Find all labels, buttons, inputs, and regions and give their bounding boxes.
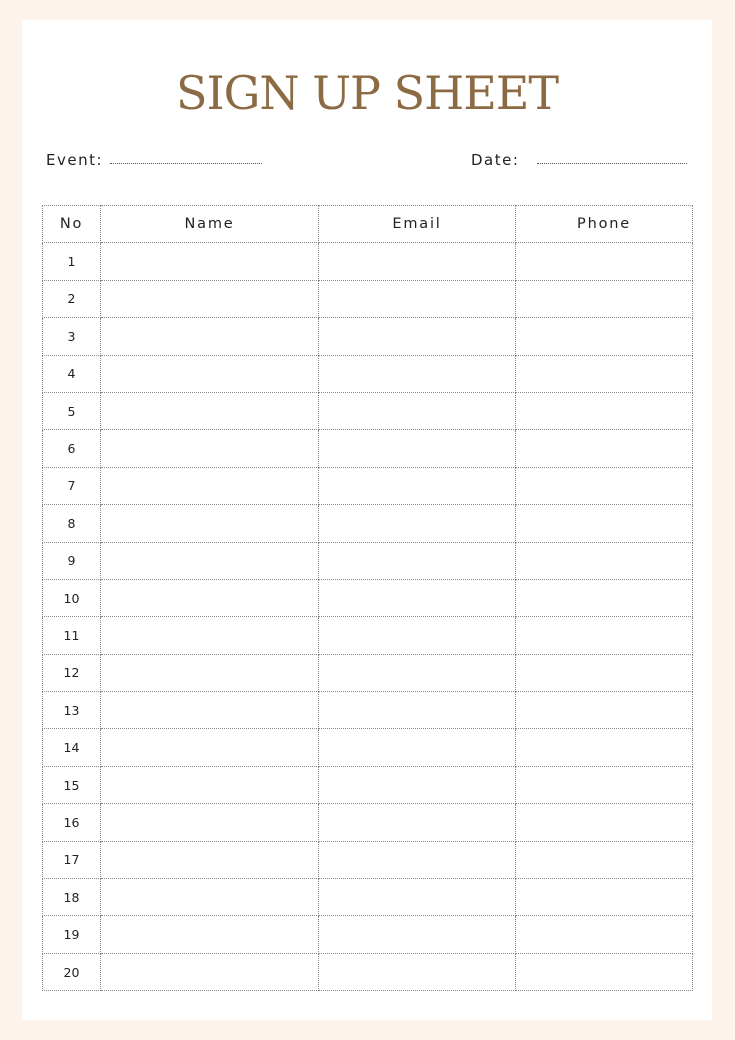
name-cell[interactable] xyxy=(101,467,319,504)
email-cell[interactable] xyxy=(319,916,516,953)
phone-cell[interactable] xyxy=(516,804,693,841)
row-number: 16 xyxy=(43,804,101,841)
email-cell[interactable] xyxy=(319,654,516,691)
row-number: 3 xyxy=(43,318,101,355)
row-number: 12 xyxy=(43,654,101,691)
name-cell[interactable] xyxy=(101,841,319,878)
name-cell[interactable] xyxy=(101,692,319,729)
name-cell[interactable] xyxy=(101,542,319,579)
row-number: 11 xyxy=(43,617,101,654)
row-number: 2 xyxy=(43,280,101,317)
email-cell[interactable] xyxy=(319,280,516,317)
email-cell[interactable] xyxy=(319,579,516,616)
table-row xyxy=(43,879,693,916)
name-cell[interactable] xyxy=(101,916,319,953)
phone-cell[interactable] xyxy=(516,579,693,616)
phone-cell[interactable] xyxy=(516,766,693,803)
email-cell[interactable] xyxy=(319,467,516,504)
page-title: SIGN UP SHEET xyxy=(175,66,559,120)
row-number: 17 xyxy=(43,841,101,878)
event-field[interactable] xyxy=(110,163,262,164)
name-cell[interactable] xyxy=(101,766,319,803)
name-cell[interactable] xyxy=(101,392,319,429)
name-cell[interactable] xyxy=(101,243,319,280)
row-number: 13 xyxy=(43,692,101,729)
name-cell[interactable] xyxy=(101,355,319,392)
event-label: Event: xyxy=(46,151,104,169)
table-row xyxy=(43,542,693,579)
table-row xyxy=(43,467,693,504)
email-cell[interactable] xyxy=(319,766,516,803)
email-cell[interactable] xyxy=(319,729,516,766)
name-cell[interactable] xyxy=(101,953,319,990)
name-cell[interactable] xyxy=(101,430,319,467)
column-header-email: Email xyxy=(319,206,516,243)
column-header-name: Name xyxy=(101,206,319,243)
phone-cell[interactable] xyxy=(516,617,693,654)
table-row xyxy=(43,729,693,766)
row-number: 8 xyxy=(43,505,101,542)
row-number: 4 xyxy=(43,355,101,392)
row-number: 6 xyxy=(43,430,101,467)
phone-cell[interactable] xyxy=(516,879,693,916)
table-row xyxy=(43,804,693,841)
phone-cell[interactable] xyxy=(516,505,693,542)
email-cell[interactable] xyxy=(319,879,516,916)
name-cell[interactable] xyxy=(101,318,319,355)
row-number: 10 xyxy=(43,579,101,616)
name-cell[interactable] xyxy=(101,617,319,654)
email-cell[interactable] xyxy=(319,355,516,392)
table-row xyxy=(43,579,693,616)
table-row xyxy=(43,505,693,542)
email-cell[interactable] xyxy=(319,841,516,878)
phone-cell[interactable] xyxy=(516,841,693,878)
name-cell[interactable] xyxy=(101,879,319,916)
table-row xyxy=(43,280,693,317)
table-row xyxy=(43,392,693,429)
email-cell[interactable] xyxy=(319,692,516,729)
table-row xyxy=(43,318,693,355)
row-number: 14 xyxy=(43,729,101,766)
phone-cell[interactable] xyxy=(516,280,693,317)
date-field[interactable] xyxy=(537,163,687,164)
phone-cell[interactable] xyxy=(516,729,693,766)
email-cell[interactable] xyxy=(319,617,516,654)
email-cell[interactable] xyxy=(319,953,516,990)
row-number: 18 xyxy=(43,879,101,916)
column-header-no: No xyxy=(43,206,101,243)
row-number: 9 xyxy=(43,542,101,579)
phone-cell[interactable] xyxy=(516,692,693,729)
email-cell[interactable] xyxy=(319,392,516,429)
row-number: 15 xyxy=(43,766,101,803)
phone-cell[interactable] xyxy=(516,318,693,355)
sign-up-sheet xyxy=(22,20,712,1020)
phone-cell[interactable] xyxy=(516,430,693,467)
table-row xyxy=(43,243,693,280)
name-cell[interactable] xyxy=(101,280,319,317)
row-number: 1 xyxy=(43,243,101,280)
row-number: 5 xyxy=(43,392,101,429)
phone-cell[interactable] xyxy=(516,953,693,990)
phone-cell[interactable] xyxy=(516,654,693,691)
phone-cell[interactable] xyxy=(516,916,693,953)
phone-cell[interactable] xyxy=(516,392,693,429)
name-cell[interactable] xyxy=(101,505,319,542)
table-row xyxy=(43,430,693,467)
email-cell[interactable] xyxy=(319,542,516,579)
signup-table xyxy=(42,205,693,991)
name-cell[interactable] xyxy=(101,579,319,616)
phone-cell[interactable] xyxy=(516,542,693,579)
name-cell[interactable] xyxy=(101,804,319,841)
row-number: 19 xyxy=(43,916,101,953)
phone-cell[interactable] xyxy=(516,243,693,280)
table-row xyxy=(43,766,693,803)
table-row xyxy=(43,355,693,392)
table-row xyxy=(43,654,693,691)
name-cell[interactable] xyxy=(101,729,319,766)
row-number: 20 xyxy=(43,953,101,990)
email-cell[interactable] xyxy=(319,430,516,467)
table-body xyxy=(43,243,693,991)
table-row xyxy=(43,841,693,878)
table-row xyxy=(43,953,693,990)
email-cell[interactable] xyxy=(319,243,516,280)
phone-cell[interactable] xyxy=(516,467,693,504)
email-cell[interactable] xyxy=(319,505,516,542)
email-cell[interactable] xyxy=(319,318,516,355)
table-row xyxy=(43,617,693,654)
table-row xyxy=(43,916,693,953)
name-cell[interactable] xyxy=(101,654,319,691)
email-cell[interactable] xyxy=(319,804,516,841)
table-header-row xyxy=(43,206,693,243)
row-number: 7 xyxy=(43,467,101,504)
phone-cell[interactable] xyxy=(516,355,693,392)
date-label: Date: xyxy=(471,151,520,169)
table-row xyxy=(43,692,693,729)
column-header-phone: Phone xyxy=(516,206,693,243)
